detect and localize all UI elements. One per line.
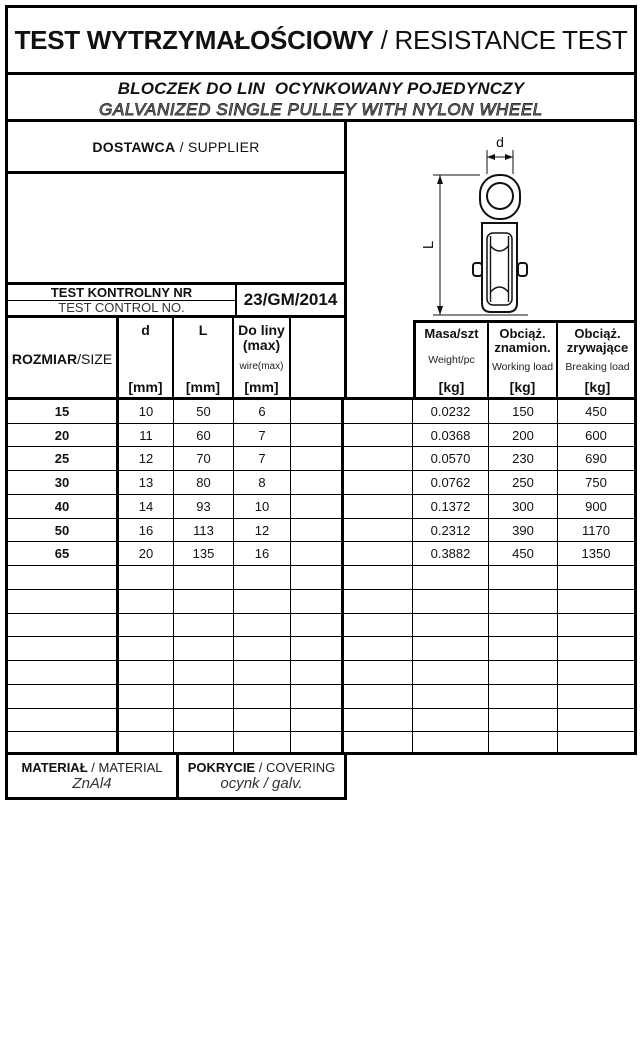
cell-breaking (558, 614, 634, 637)
table-body (8, 400, 634, 755)
cell-blank2 (344, 542, 413, 565)
cell-L (174, 661, 234, 684)
covering-label-polish: POKRYCIE (187, 759, 256, 775)
header-d (119, 318, 174, 397)
header-wire (234, 318, 291, 397)
table-row (8, 566, 634, 590)
table-header-left (8, 318, 347, 397)
cell-mass: 0.0570 (413, 447, 489, 470)
header-l (174, 318, 234, 397)
header-blank (291, 318, 344, 397)
dim-d-arrow-right (505, 154, 513, 160)
cell-breaking: 1350 (581, 546, 611, 562)
cell-d: 13 (119, 471, 174, 494)
test-control-labels (8, 285, 237, 315)
cell-blank1 (291, 566, 344, 589)
cell-wire (234, 566, 291, 589)
cell-size (8, 685, 119, 708)
dim-l-label: L (420, 240, 437, 250)
cell-mass: 0.0368 (413, 424, 489, 447)
cell-mass (413, 685, 489, 708)
cell-breaking (558, 732, 634, 755)
cell-blank2 (344, 471, 413, 494)
cell-blank1 (291, 471, 344, 494)
cell-mass (413, 732, 489, 755)
header-d-label: d (141, 322, 150, 338)
cell-working (489, 614, 558, 637)
cell-mass (413, 566, 489, 589)
header-size (8, 318, 119, 397)
covering-box (176, 752, 347, 800)
dim-d-arrow-left (487, 154, 495, 160)
cell-blank1 (291, 542, 344, 565)
cell-d: 16 (119, 519, 174, 542)
header-wire-english: wire(max) (239, 361, 284, 372)
cell-L: 60 (174, 424, 234, 447)
cell-wire (234, 614, 291, 637)
cell-blank1 (291, 709, 344, 732)
cell-wire (234, 709, 291, 732)
header-mass-polish: Masa/szt (424, 326, 479, 341)
cell-mass (413, 661, 489, 684)
table-row (8, 542, 634, 566)
title-polish: TEST WYTRZYMAŁOŚCIOWY (14, 24, 374, 55)
header-breaking-english: Breaking load (565, 361, 630, 373)
cell-working (489, 732, 558, 755)
material-label-separator: / (87, 759, 99, 775)
header-mass-unit: [kg] (438, 379, 465, 395)
table-row (8, 447, 634, 471)
cell-size: 15 (8, 400, 119, 423)
cell-size: 40 (8, 495, 119, 518)
header-mass-english: Weight/pc (428, 354, 475, 366)
cell-size: 50 (8, 519, 119, 542)
cell-mass (413, 637, 489, 660)
cell-blank2 (344, 590, 413, 613)
header-wire-polish: Do liny (max) (238, 322, 285, 353)
header-size-polish: ROZMIAR (11, 351, 78, 367)
cell-blank2 (344, 637, 413, 660)
pulley-axle-left (473, 263, 482, 276)
header-breaking-polish: Obciąż. zrywające (566, 326, 629, 355)
cell-breaking: 600 (585, 427, 607, 443)
cell-L: 70 (174, 447, 234, 470)
cell-mass: 0.2312 (413, 519, 489, 542)
header-l-unit: [mm] (185, 379, 221, 395)
cell-L: 50 (174, 400, 234, 423)
dim-l-arrow-bottom (437, 306, 443, 315)
cell-blank1 (291, 424, 344, 447)
product-subtitle (8, 75, 634, 122)
cell-working (489, 709, 558, 732)
cell-blank2 (344, 519, 413, 542)
cell-blank2 (344, 685, 413, 708)
material-box (5, 752, 179, 800)
cell-d: 12 (119, 447, 174, 470)
cell-L (174, 637, 234, 660)
subtitle-polish: BLOCZEK DO LIN OCYNKOWANY POJEDYNCZY (117, 79, 525, 98)
cell-wire: 8 (234, 471, 291, 494)
cell-blank1 (291, 447, 344, 470)
cell-breaking (558, 590, 634, 613)
cell-blank2 (344, 661, 413, 684)
cell-breaking: 690 (585, 451, 607, 467)
title-english: RESISTANCE TEST (394, 24, 628, 55)
cell-blank2 (344, 447, 413, 470)
cell-mass: 0.1372 (413, 495, 489, 518)
dim-l-arrow-top (437, 175, 443, 184)
cell-working: 390 (489, 519, 558, 542)
table-row (8, 519, 634, 543)
cell-working: 300 (489, 495, 558, 518)
cell-d (119, 637, 174, 660)
cell-breaking (558, 685, 634, 708)
cell-working (489, 685, 558, 708)
header-working-unit: [kg] (509, 379, 536, 395)
title-separator: / (373, 24, 395, 55)
cell-L (174, 614, 234, 637)
table-header-right (413, 320, 637, 397)
cell-breaking (558, 566, 634, 589)
dim-d-label: d (496, 134, 504, 150)
table-row (8, 400, 634, 424)
cell-mass (413, 614, 489, 637)
cell-blank1 (291, 637, 344, 660)
cell-size (8, 566, 119, 589)
cell-wire (234, 685, 291, 708)
cell-wire: 10 (234, 495, 291, 518)
cell-blank1 (291, 685, 344, 708)
cell-blank2 (344, 614, 413, 637)
cell-size (8, 614, 119, 637)
cell-L: 93 (174, 495, 234, 518)
header-breaking-unit: [kg] (584, 379, 611, 395)
cell-working: 200 (489, 424, 558, 447)
cell-size (8, 661, 119, 684)
header-working-english: Working load (491, 361, 554, 373)
cell-blank1 (291, 590, 344, 613)
cell-mass: 0.0232 (413, 400, 489, 423)
cell-d (119, 685, 174, 708)
supplier-label-box (8, 122, 347, 174)
supplier-label-english: SUPPLIER (187, 138, 260, 155)
cell-wire: 7 (234, 447, 291, 470)
test-control-number: 23/GM/2014 (243, 290, 338, 309)
cell-L (174, 566, 234, 589)
header-l-label: L (198, 322, 208, 338)
covering-label-separator: / (255, 759, 266, 775)
document-title (8, 8, 634, 75)
cell-wire (234, 661, 291, 684)
cell-size: 65 (8, 542, 119, 565)
cell-size (8, 709, 119, 732)
subtitle-english: GALVANIZED SINGLE PULLEY WITH NYLON WHEEL (99, 100, 543, 119)
cell-blank2 (344, 732, 413, 755)
pulley-axle-right (518, 263, 527, 276)
cell-size (8, 590, 119, 613)
table-row (8, 495, 634, 519)
cell-blank1 (291, 519, 344, 542)
table-row (8, 471, 634, 495)
covering-label-english: COVERING (265, 759, 336, 775)
header-breaking-load (558, 323, 637, 397)
cell-L (174, 709, 234, 732)
header-size-separator: / (77, 351, 82, 367)
cell-breaking (558, 709, 634, 732)
material-label (21, 761, 162, 775)
cell-working: 230 (489, 447, 558, 470)
cell-L: 113 (174, 519, 234, 542)
cell-size: 20 (8, 424, 119, 447)
header-mass (416, 323, 489, 397)
cell-working (489, 637, 558, 660)
material-label-polish: MATERIAŁ (21, 759, 88, 775)
cell-mass (413, 709, 489, 732)
cell-size: 30 (8, 471, 119, 494)
covering-value: ocynk / galv. (220, 774, 303, 792)
cell-wire: 12 (234, 519, 291, 542)
test-control-label-english: TEST CONTROL NO. (58, 300, 185, 316)
cell-blank1 (291, 661, 344, 684)
cell-size: 25 (8, 447, 119, 470)
cell-breaking: 900 (585, 498, 607, 514)
supplier-label-separator: / (175, 138, 188, 155)
cell-mass: 0.0762 (413, 471, 489, 494)
cell-d: 11 (119, 424, 174, 447)
cell-L (174, 685, 234, 708)
cell-working: 150 (489, 400, 558, 423)
cell-breaking (558, 637, 634, 660)
table-row (8, 685, 634, 709)
table-row (8, 424, 634, 448)
cell-d (119, 614, 174, 637)
table-row (8, 709, 634, 733)
cell-d (119, 661, 174, 684)
test-control-label-polish: TEST KONTROLNY NR (8, 285, 235, 301)
header-working-load (489, 323, 558, 397)
header-size-english: SIZE (81, 351, 113, 367)
table-row (8, 637, 634, 661)
cell-breaking: 450 (585, 403, 607, 419)
cell-blank2 (344, 424, 413, 447)
cell-breaking: 750 (585, 475, 607, 491)
cell-blank2 (344, 495, 413, 518)
cell-mass (413, 590, 489, 613)
pulley-diagram (415, 130, 565, 325)
table-row (8, 590, 634, 614)
cell-blank2 (344, 400, 413, 423)
cell-wire (234, 590, 291, 613)
cell-blank1 (291, 400, 344, 423)
header-wire-unit: [mm] (244, 379, 279, 395)
table-row (8, 661, 634, 685)
cell-working (489, 566, 558, 589)
supplier-label-polish: DOSTAWCA (92, 138, 176, 155)
header-d-unit: [mm] (128, 379, 163, 395)
cell-d (119, 590, 174, 613)
cell-d: 14 (119, 495, 174, 518)
covering-label (188, 761, 336, 775)
cell-mass: 0.3882 (413, 542, 489, 565)
cell-wire: 7 (234, 424, 291, 447)
pulley-eye-hole (487, 183, 513, 209)
cell-working: 250 (489, 471, 558, 494)
cell-d (119, 566, 174, 589)
cell-L (174, 590, 234, 613)
cell-blank2 (344, 709, 413, 732)
cell-wire: 16 (234, 542, 291, 565)
cell-d (119, 709, 174, 732)
test-control-box (8, 282, 347, 318)
cell-wire (234, 637, 291, 660)
cell-breaking: 1170 (582, 522, 610, 538)
cell-working: 450 (489, 542, 558, 565)
cell-blank2 (344, 566, 413, 589)
cell-L: 80 (174, 471, 234, 494)
cell-working (489, 590, 558, 613)
material-label-english: MATERIAL (98, 759, 163, 775)
cell-breaking (558, 661, 634, 684)
header-working-polish: Obciąż. znamion. (494, 326, 551, 355)
cell-wire: 6 (234, 400, 291, 423)
material-value: ZnAl4 (72, 774, 112, 792)
cell-size (8, 637, 119, 660)
cell-L: 135 (174, 542, 234, 565)
supplier-value-area (8, 174, 347, 282)
cell-d: 20 (119, 542, 174, 565)
cell-working (489, 661, 558, 684)
cell-d: 10 (119, 400, 174, 423)
cell-blank1 (291, 614, 344, 637)
cell-blank1 (291, 495, 344, 518)
table-row (8, 614, 634, 638)
